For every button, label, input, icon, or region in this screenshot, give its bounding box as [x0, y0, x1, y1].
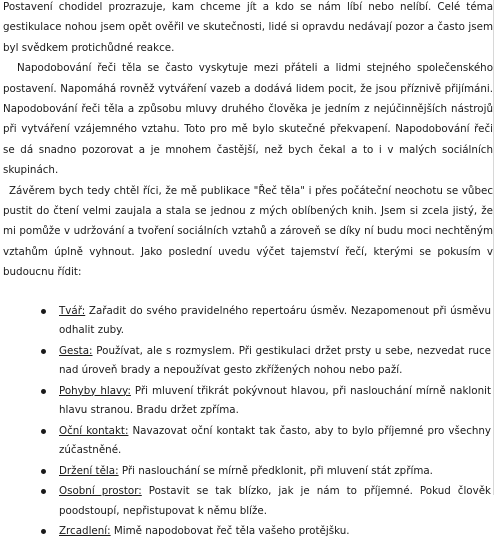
tip-text: Při mluvení třikrát pokývnout hlavou, při naslouchání mírně naklonit hlavu stranou. Bradu držet zpříma.	[59, 384, 491, 416]
tip-term: Pohyby hlavy:	[59, 384, 131, 397]
bullet-icon	[41, 529, 46, 534]
list-item	[3, 482, 493, 520]
imitation-paragraph: Napodobování řeči těla se často vyskytuje mezi přáteli a lidmi stejného společenského postavení. Napomáhá rovněž vytváření vazeb a dodává lidem pocit, že jsou příznivě přijímáni. Napodobování řeči těla a způsobu mluvy druhého člověka je jedním z nejúčinnějších nástrojů při vytváření vzájemného vztahu. Toto pro mě bylo skutečné překvapení. Napodobování řeči se dá snadno pozorovat a je mnohem častější, než bych čekal a to i v malých sociálních skupinách.	[3, 62, 493, 177]
intro-paragraph: Postavení chodidel prozrazuje, kam chceme jít a kdo se nám líbí nebo nelíbí. Celé téma gestikulace nohou jsem opět ověřil ve skutečnosti, lidé si opravdu nedávají pozor a často jsem byl svědkem protichůdné reakce.	[3, 1, 493, 54]
tip-text: Používat, ale s rozmyslem. Při gestikulaci držet prsty u sebe, nezvedat ruce nad úroveň brady a nepoužívat gesto zkřížených nohou nebo paží.	[59, 344, 491, 376]
list-item	[3, 302, 493, 340]
document-page	[3, 0, 493, 543]
tip-term: Gesta:	[59, 344, 93, 357]
tip-term: Oční kontakt:	[59, 424, 129, 437]
bullet-icon	[41, 469, 46, 474]
page-edge-divider	[493, 0, 494, 495]
tip-term: Držení těla:	[59, 464, 119, 477]
list-item	[3, 422, 493, 460]
tip-text: Navazovat oční kontakt tak často, aby to bylo příjemné pro všechny zúčastněné.	[59, 424, 491, 456]
bullet-icon	[41, 309, 46, 314]
list-item	[3, 522, 493, 541]
tip-text: Mimě napodobovat řeč těla vašeho protějšku.	[110, 525, 350, 538]
tip-text: Při naslouchání se mírně předklonit, při mluvení stát zpříma.	[118, 464, 433, 477]
bullet-icon	[41, 349, 46, 354]
tips-list	[3, 302, 493, 542]
bullet-icon	[41, 389, 46, 394]
tip-text: Zařadit do svého pravidelného repertoáru úsměv. Nezapomenout při úsměvu odhalit zuby.	[59, 304, 491, 336]
bullet-icon	[41, 429, 46, 434]
list-item	[3, 462, 493, 481]
tip-text: Postavit se tak blízko, jak je nám to příjemné. Pokud člověk poodstoupí, nepřistupovat k němu blíže.	[59, 485, 491, 517]
bullet-icon	[41, 489, 46, 494]
tip-term: Osobní prostor:	[59, 485, 142, 498]
conclusion-paragraph: Závěrem bych tedy chtěl říci, že mě publikace "Řeč těla" i přes počáteční neochotu se vůbec pustit do čtení velmi zaujala a stala se jednou z mých oblíbených knih. Jsem si zcela jistý, že mi pomůže v udržování a tvoření sociálních vztahů a zároveň se díky ní budu moci nechtěným vztahům úplně vyhnout. Jako poslední uvedu výčet tajemství řečí, kterými se pokusím v budoucnu řídit:	[3, 184, 493, 279]
list-item	[3, 382, 493, 420]
tip-term: Zrcadlení:	[59, 525, 111, 538]
list-item	[3, 342, 493, 380]
tip-term: Tvář:	[59, 304, 86, 317]
